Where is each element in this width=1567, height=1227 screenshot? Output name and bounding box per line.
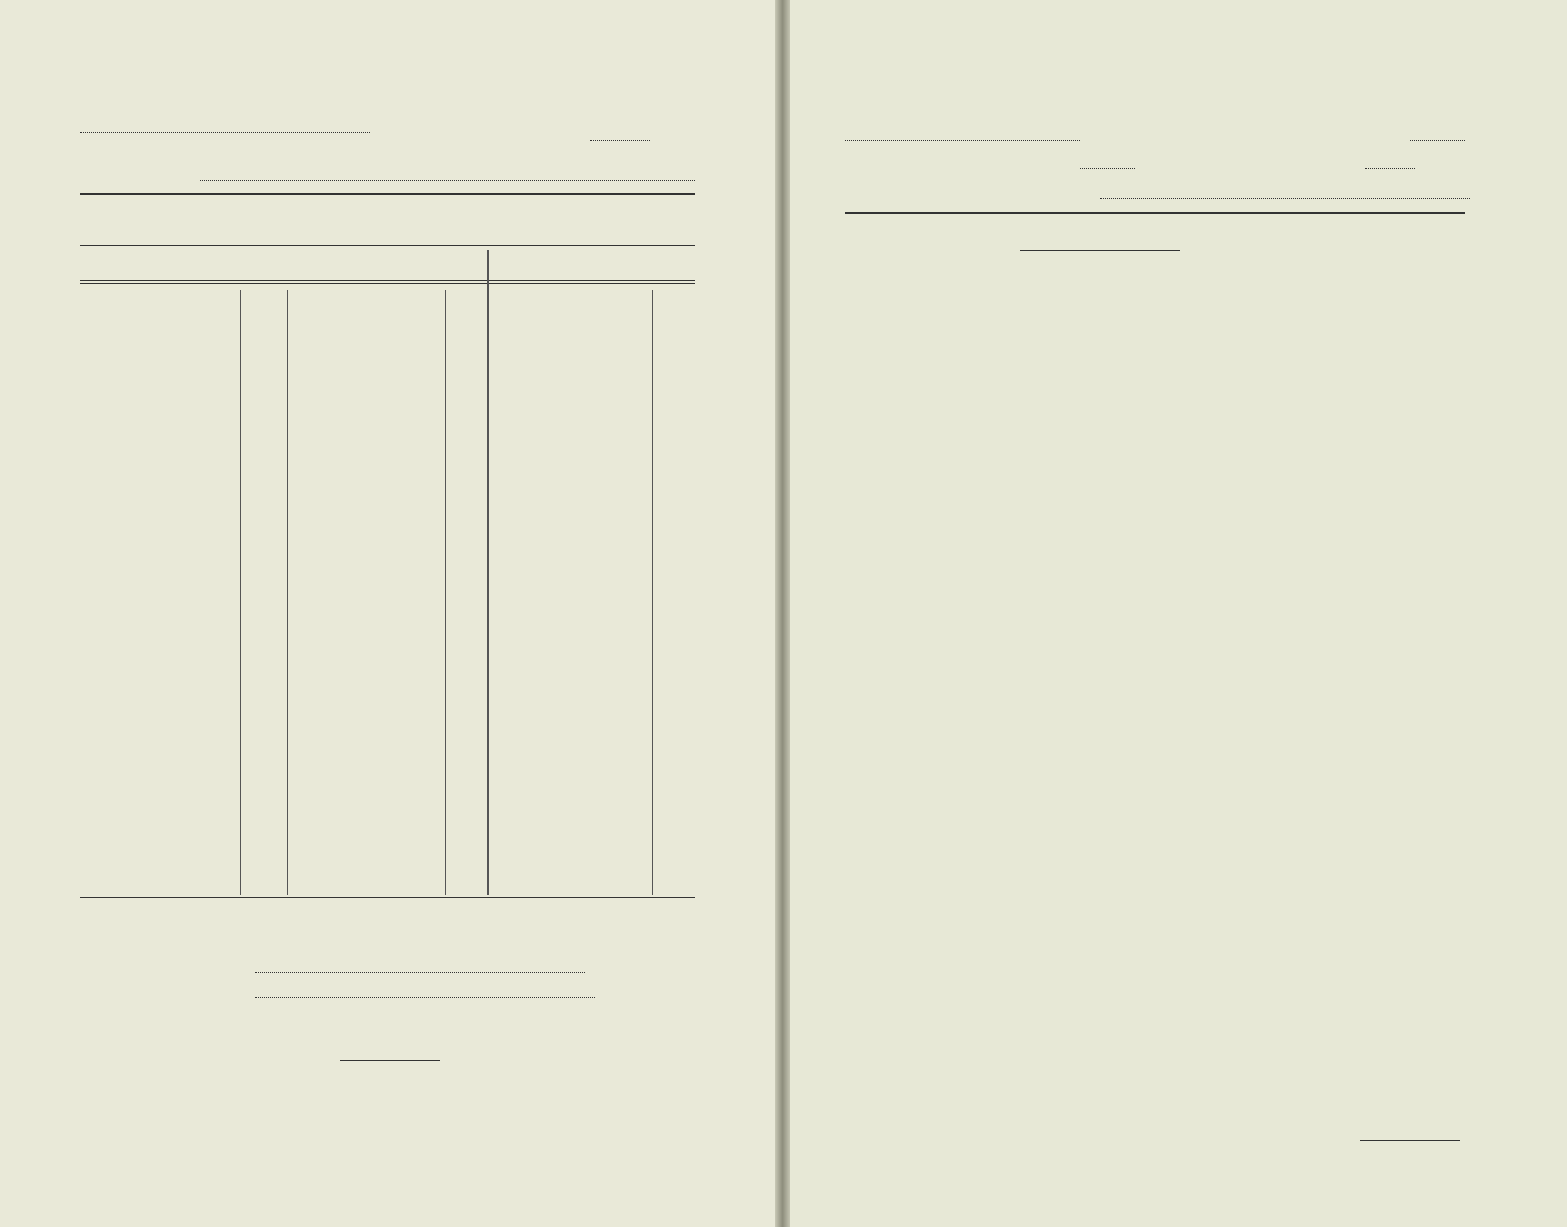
right-page <box>790 0 1567 1227</box>
book-gutter <box>775 0 790 1227</box>
left-page <box>0 0 775 1227</box>
